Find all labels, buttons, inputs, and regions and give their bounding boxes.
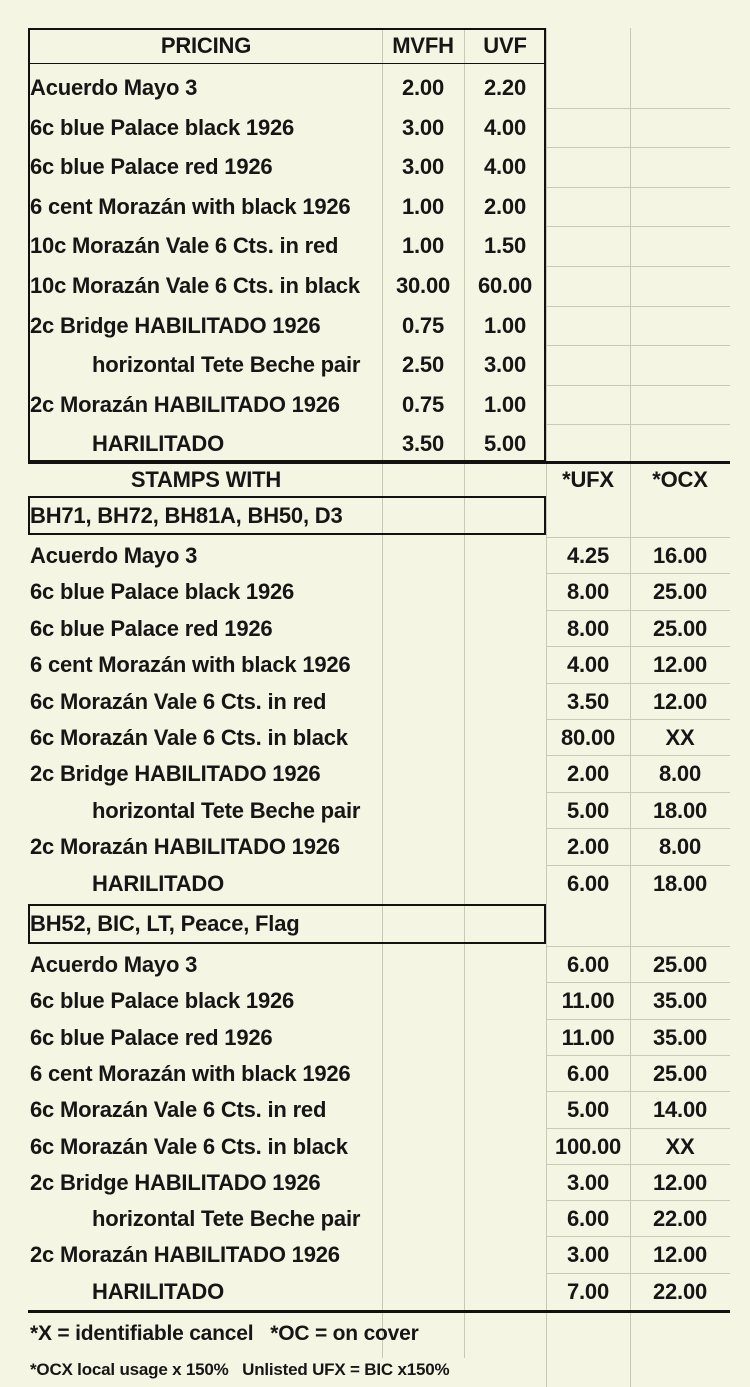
stamp-row — [0, 683, 750, 720]
pricing-row — [0, 424, 750, 464]
row-divider — [546, 424, 730, 425]
item-name: 2c Bridge HABILITADO 1926 — [30, 760, 321, 786]
row-divider — [546, 610, 730, 611]
ufx-column-header: *UFX — [562, 466, 614, 492]
row-divider — [546, 147, 730, 148]
stamp-row — [0, 755, 750, 792]
item-name: 6c Morazán Vale 6 Cts. in red — [30, 1096, 327, 1122]
item-name: HARILITADO — [92, 870, 225, 896]
stamps-header-row — [0, 463, 750, 496]
pricing-header-row — [0, 28, 750, 64]
row-divider — [546, 683, 730, 684]
row-divider — [546, 1273, 730, 1274]
stamp-row — [0, 646, 750, 683]
uvf-value: 4.00 — [483, 115, 527, 140]
mvfh-value: 2.00 — [401, 75, 445, 100]
item-name: 6c blue Palace red 1926 — [30, 154, 273, 179]
uvf-value: 1.00 — [483, 313, 527, 338]
ufx-value: 100.00 — [554, 1133, 622, 1159]
ufx-value: 6.00 — [566, 1205, 610, 1231]
item-name: 6c Morazán Vale 6 Cts. in black — [30, 1133, 348, 1159]
ufx-value: 11.00 — [561, 1024, 615, 1050]
stamp-row — [0, 573, 750, 610]
ufx-value: 6.00 — [566, 951, 610, 977]
stamp-row — [0, 537, 750, 574]
pricing-row — [0, 147, 750, 187]
ocx-value: XX — [665, 724, 695, 750]
row-divider — [546, 187, 730, 188]
row-divider — [546, 537, 730, 538]
row-divider — [546, 1019, 730, 1020]
mvfh-value: 2.50 — [401, 352, 445, 377]
stamp-row — [0, 946, 750, 983]
ocx-value: 16.00 — [652, 542, 708, 568]
group-label: BH52, BIC, LT, Peace, Flag — [30, 910, 300, 936]
uvf-value: 3.00 — [483, 352, 527, 377]
ufx-value: 11.00 — [561, 987, 615, 1013]
row-divider — [546, 792, 730, 793]
stamp-row — [0, 1019, 750, 1056]
row-divider — [546, 573, 730, 574]
ocx-value: 8.00 — [658, 760, 702, 786]
ufx-value: 8.00 — [566, 615, 610, 641]
uvf-value: 2.20 — [483, 75, 527, 100]
row-divider — [546, 1236, 730, 1237]
uvf-value: 1.00 — [483, 392, 527, 417]
mvfh-value: 0.75 — [401, 392, 445, 417]
uvf-value: 2.00 — [483, 194, 527, 219]
item-name: horizontal Tete Beche pair — [92, 797, 361, 823]
ufx-value: 4.00 — [566, 651, 610, 677]
uvf-value: 5.00 — [483, 431, 527, 456]
item-name: Acuerdo Mayo 3 — [30, 951, 198, 977]
ocx-value: 12.00 — [652, 651, 708, 677]
pricing-row — [0, 266, 750, 306]
pricing-row — [0, 226, 750, 266]
ocx-value: XX — [665, 1133, 695, 1159]
ocx-value: 12.00 — [652, 1241, 708, 1267]
ocx-value: 35.00 — [652, 1024, 708, 1050]
ocx-value: 18.00 — [652, 870, 708, 896]
item-name: horizontal Tete Beche pair — [92, 352, 361, 377]
ocx-value: 8.00 — [658, 833, 702, 859]
ufx-value: 80.00 — [560, 724, 616, 750]
group-label-row — [0, 904, 750, 943]
stamp-row — [0, 719, 750, 756]
ufx-value: 2.00 — [566, 760, 610, 786]
row-divider — [546, 755, 730, 756]
item-name: 6c blue Palace black 1926 — [30, 115, 295, 140]
mvfh-value: 0.75 — [401, 313, 445, 338]
item-name: 2c Morazán HABILITADO 1926 — [30, 392, 340, 417]
ufx-value: 3.00 — [566, 1241, 610, 1267]
item-name: 6c Morazán Vale 6 Cts. in red — [30, 688, 327, 714]
stamp-row — [0, 828, 750, 865]
ocx-value: 22.00 — [652, 1205, 708, 1231]
footnote-row — [0, 1355, 750, 1385]
row-divider — [546, 1055, 730, 1056]
row-divider — [546, 828, 730, 829]
item-name: 6 cent Morazán with black 1926 — [30, 194, 351, 219]
ocx-value: 14.00 — [652, 1096, 708, 1122]
footnote-2: *OCX local usage x 150% Unlisted UFX = BIC x150% — [30, 1360, 450, 1379]
item-name: 2c Bridge HABILITADO 1926 — [30, 313, 321, 338]
row-divider — [546, 1164, 730, 1165]
row-divider — [546, 1091, 730, 1092]
ocx-value: 25.00 — [652, 615, 708, 641]
ocx-value: 25.00 — [652, 1060, 708, 1086]
item-name: 2c Bridge HABILITADO 1926 — [30, 1169, 321, 1195]
stamp-row — [0, 1128, 750, 1165]
ocx-column-header: *OCX — [652, 466, 708, 492]
row-divider — [546, 1200, 730, 1201]
row-divider — [546, 946, 730, 947]
mvfh-value: 3.50 — [401, 431, 445, 456]
row-divider — [546, 982, 730, 983]
row-divider — [546, 306, 730, 307]
row-divider — [546, 345, 730, 346]
stamp-row — [0, 1200, 750, 1237]
item-name: 6c blue Palace red 1926 — [30, 1024, 273, 1050]
pricing-row — [0, 68, 750, 108]
ufx-value: 5.00 — [566, 797, 610, 823]
group-label-row — [0, 496, 750, 535]
pricing-row — [0, 108, 750, 148]
stamp-row — [0, 1273, 750, 1310]
ufx-value: 4.25 — [566, 542, 610, 568]
mvfh-value: 1.00 — [401, 194, 445, 219]
stamp-row — [0, 1091, 750, 1128]
pricing-row — [0, 345, 750, 385]
ocx-value: 25.00 — [652, 951, 708, 977]
pricing-row — [0, 385, 750, 425]
ocx-value: 35.00 — [652, 987, 708, 1013]
ocx-value: 18.00 — [652, 797, 708, 823]
item-name: 6c blue Palace black 1926 — [30, 987, 295, 1013]
row-divider — [546, 226, 730, 227]
header-underline — [28, 63, 546, 64]
item-name: horizontal Tete Beche pair — [92, 1205, 361, 1231]
footnote-1: *X = identifiable cancel *OC = on cover — [30, 1322, 419, 1345]
pricing-title: PRICING — [160, 33, 252, 58]
ocx-value: 12.00 — [652, 688, 708, 714]
row-divider — [546, 719, 730, 720]
item-name: 2c Morazán HABILITADO 1926 — [30, 1241, 340, 1267]
uvf-column-header: UVF — [483, 33, 527, 58]
ufx-value: 6.00 — [566, 1060, 610, 1086]
stamp-row — [0, 792, 750, 829]
footnote-row — [0, 1313, 750, 1355]
stamp-row — [0, 865, 750, 902]
ufx-value: 5.00 — [566, 1096, 610, 1122]
stamp-row — [0, 1164, 750, 1201]
item-name: 10c Morazán Vale 6 Cts. in red — [30, 233, 339, 258]
stamp-row — [0, 1055, 750, 1092]
item-name: Acuerdo Mayo 3 — [30, 542, 198, 568]
ufx-value: 8.00 — [566, 578, 610, 604]
ufx-value: 2.00 — [566, 833, 610, 859]
mvfh-value: 30.00 — [395, 273, 451, 298]
stamps-with-title: STAMPS WITH — [130, 466, 282, 492]
ufx-value: 6.00 — [566, 870, 610, 896]
row-divider — [546, 1128, 730, 1129]
stamp-row — [0, 1236, 750, 1273]
item-name: 6c Morazán Vale 6 Cts. in black — [30, 724, 348, 750]
item-name: 10c Morazán Vale 6 Cts. in black — [30, 273, 360, 298]
uvf-value: 60.00 — [477, 273, 533, 298]
mvfh-column-header: MVFH — [392, 33, 454, 58]
stamp-row — [0, 610, 750, 647]
ufx-value: 3.00 — [566, 1169, 610, 1195]
mvfh-value: 1.00 — [401, 233, 445, 258]
item-name: 6 cent Morazán with black 1926 — [30, 1060, 351, 1086]
ufx-value: 7.00 — [566, 1278, 610, 1304]
ocx-value: 22.00 — [652, 1278, 708, 1304]
item-name: Acuerdo Mayo 3 — [30, 75, 198, 100]
stamp-row — [0, 982, 750, 1019]
item-name: 6c blue Palace black 1926 — [30, 578, 295, 604]
item-name: HARILITADO — [92, 1278, 225, 1304]
uvf-value: 4.00 — [483, 154, 527, 179]
ufx-value: 3.50 — [566, 688, 610, 714]
pricing-row — [0, 306, 750, 346]
pricing-row — [0, 187, 750, 227]
mvfh-value: 3.00 — [401, 115, 445, 140]
uvf-value: 1.50 — [483, 233, 527, 258]
row-divider — [546, 108, 730, 109]
item-name: HARILITADO — [92, 431, 225, 456]
item-name: 6c blue Palace red 1926 — [30, 615, 273, 641]
ocx-value: 25.00 — [652, 578, 708, 604]
row-divider — [546, 266, 730, 267]
row-divider — [546, 385, 730, 386]
mvfh-value: 3.00 — [401, 154, 445, 179]
row-divider — [546, 865, 730, 866]
row-divider — [546, 646, 730, 647]
ocx-value: 12.00 — [652, 1169, 708, 1195]
group-label: BH71, BH72, BH81A, BH50, D3 — [30, 502, 343, 528]
item-name: 6 cent Morazán with black 1926 — [30, 651, 351, 677]
item-name: 2c Morazán HABILITADO 1926 — [30, 833, 340, 859]
